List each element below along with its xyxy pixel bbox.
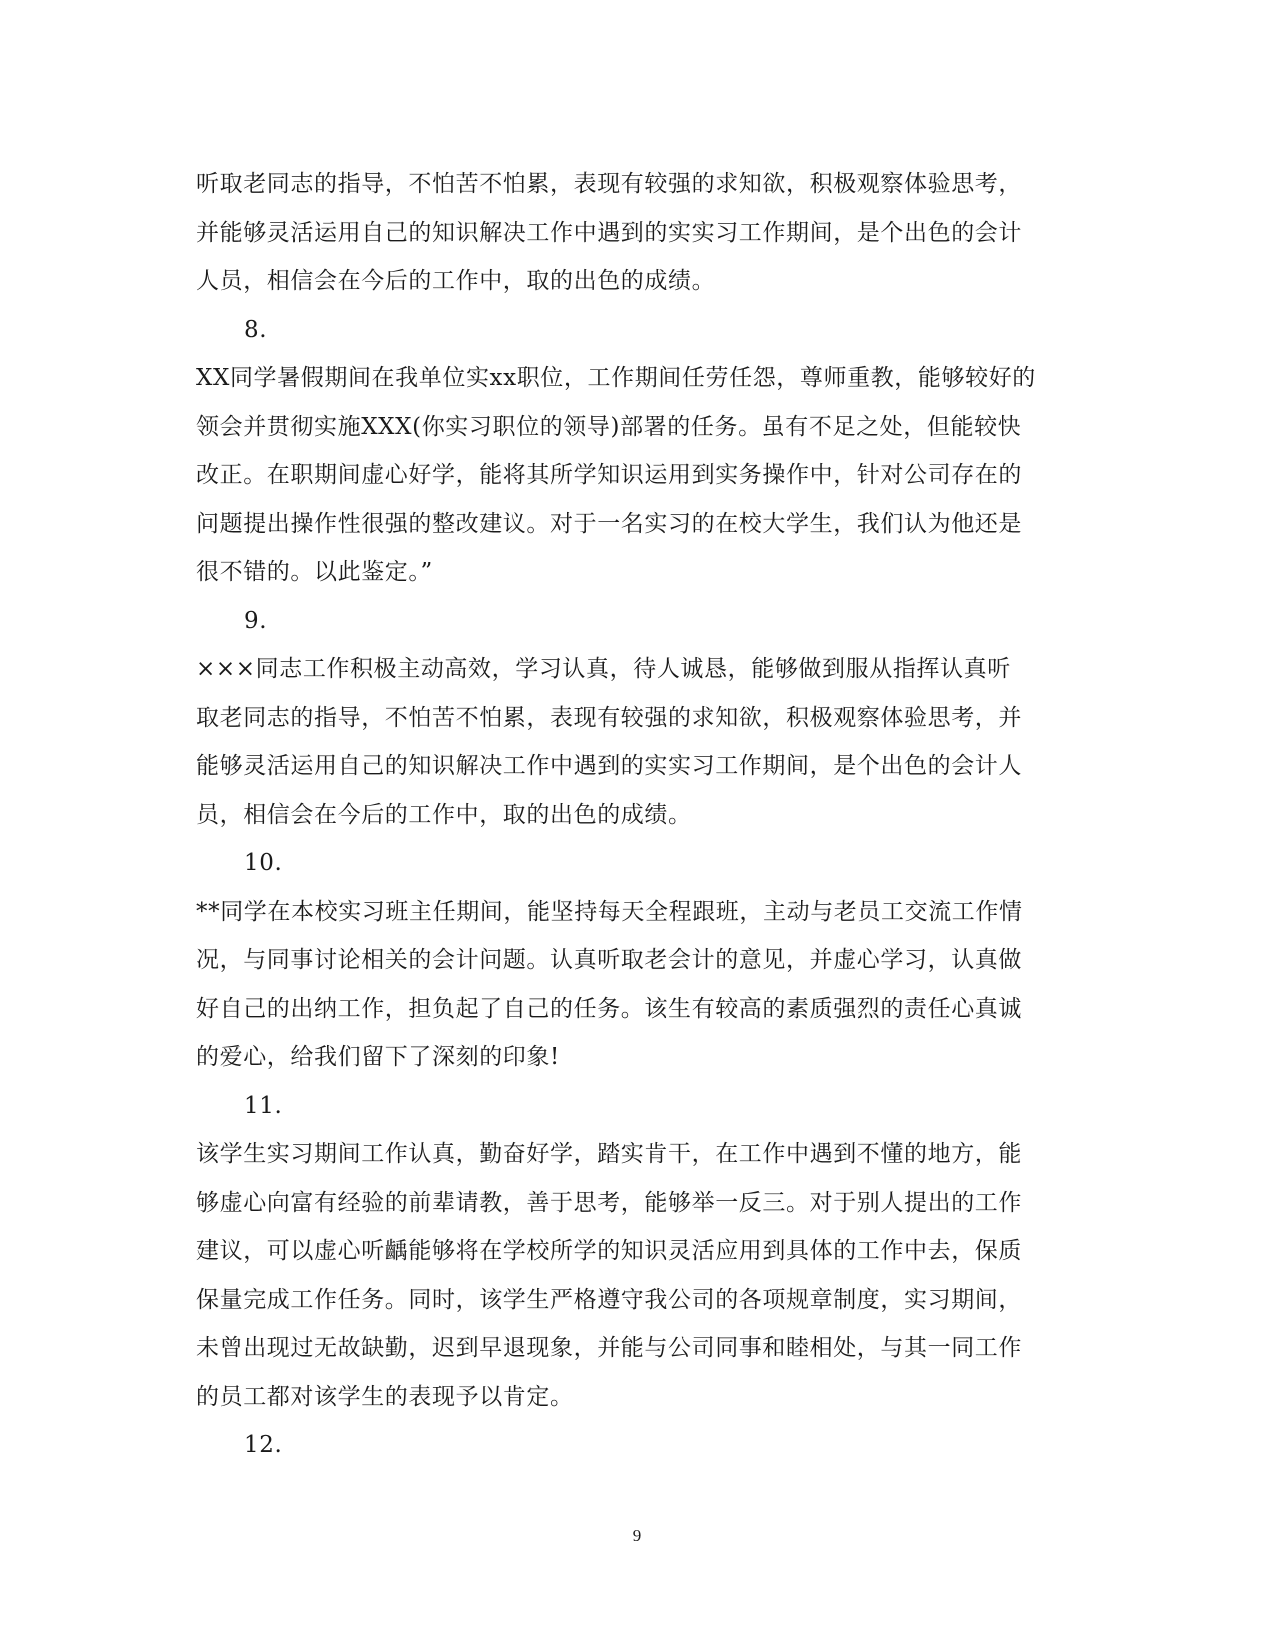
text-line: 该学生实习期间工作认真，勤奋好学，踏实肯干，在工作中遇到不懂的地方，能 <box>196 1141 1022 1167</box>
text-line: 很不错的。以此鉴定。” <box>196 559 433 585</box>
item-number: 9. <box>244 607 268 634</box>
text-line: ×××同志工作积极主动高效，学习认真，待人诚恳，能够做到服从指挥认真听 <box>196 656 1011 682</box>
text-line: 领会并贯彻实施XXX(你实习职位的领导)部署的任务。虽有不足之处，但能较快 <box>196 413 1022 440</box>
item-number: 10. <box>244 850 283 876</box>
item-number: 8. <box>244 316 268 343</box>
text-line: **同学在本校实习班主任期间，能坚持每天全程跟班，主动与老员工交流工作情 <box>196 898 1023 925</box>
text-line: 问题提出操作性很强的整改建议。对于一名实习的在校大学生，我们认为他还是 <box>196 510 1022 537</box>
text-line: 能够灵活运用自己的知识解决工作中遇到的实实习工作期间，是个出色的会计人 <box>196 753 1022 779</box>
text-line: 的爱心，给我们留下了深刻的印象! <box>196 1044 560 1070</box>
document-body <box>196 160 1076 1470</box>
text-line: XX同学暑假期间在我单位实xx职位，工作期间任劳任怨，尊师重教，能够较好的 <box>196 365 1036 391</box>
text-line: 听取老同志的指导，不怕苦不怕累，表现有较强的求知欲，积极观察体验思考， <box>196 171 1022 197</box>
text-line: 改正。在职期间虚心好学，能将其所学知识运用到实务操作中，针对公司存在的 <box>196 462 1022 488</box>
text-line: 况，与同事讨论相关的会计问题。认真听取老会计的意见，并虚心学习，认真做 <box>196 947 1022 973</box>
text-line: 人员，相信会在今后的工作中，取的出色的成绩。 <box>196 268 716 294</box>
text-line: 建议，可以虚心听齲能够将在学校所学的知识灵活应用到具体的工作中去，保质 <box>196 1238 1022 1264</box>
item-number: 12. <box>244 1432 283 1458</box>
text-line: 取老同志的指导，不怕苦不怕累，表现有较强的求知欲，积极观察体验思考，并 <box>196 704 1022 731</box>
text-line: 并能够灵活运用自己的知识解决工作中遇到的实实习工作期间，是个出色的会计 <box>196 219 1022 246</box>
text-line: 好自己的出纳工作，担负起了自己的任务。该生有较高的素质强烈的责任心真诚 <box>196 995 1022 1022</box>
text-line: 保量完成工作任务。同时，该学生严格遵守我公司的各项规章制度，实习期间， <box>196 1286 1022 1313</box>
text-line: 员，相信会在今后的工作中，取的出色的成绩。 <box>196 801 692 828</box>
text-line: 的员工都对该学生的表现予以肯定。 <box>196 1383 574 1410</box>
text-line: 未曾出现过无故缺勤，迟到早退现象，并能与公司同事和睦相处，与其一同工作 <box>196 1335 1022 1361</box>
item-number: 11. <box>244 1092 283 1119</box>
text-line: 够虚心向富有经验的前辈请教，善于思考，能够举一反三。对于别人提出的工作 <box>196 1189 1022 1216</box>
page-number: 9 <box>632 1526 642 1545</box>
